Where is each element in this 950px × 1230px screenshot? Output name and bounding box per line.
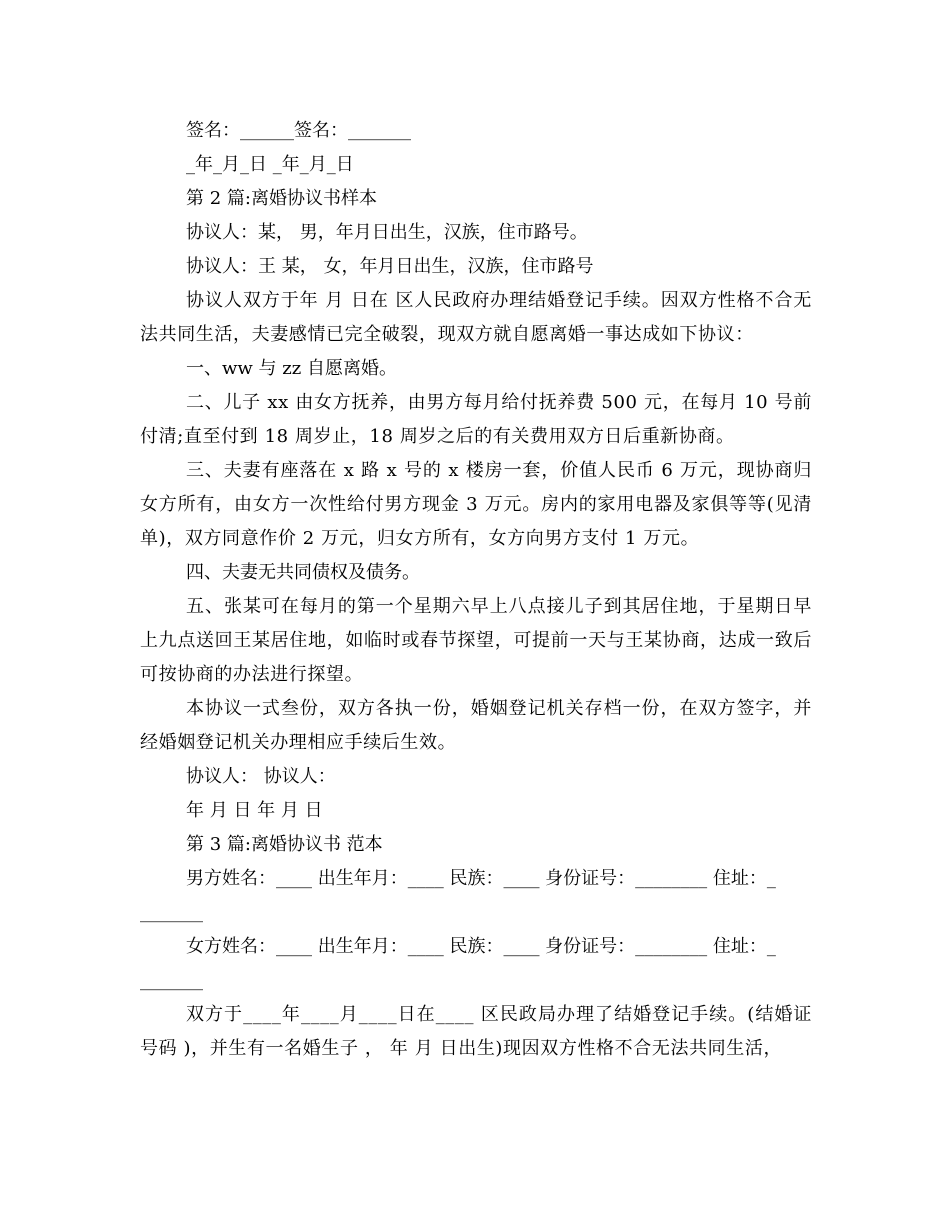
female-fields-continuation: _______ (140, 970, 203, 991)
female-fields-line: 女方姓名：____ 出生年月：____ 民族：____ 身份证号：________ 住址：_ (186, 936, 776, 957)
clause-4: 四、夫妻无共同债权及债务。 (186, 562, 420, 583)
closing-paragraph: 本协议一式叁份，双方各执一份，婚姻登记机关存档一份，在双方签字，并经婚姻登记机关办理相应手续后生效。 (140, 698, 812, 753)
clause-5: 五、张某可在每月的第一个星期六早上八点接儿子到其居住地，于星期日早上九点送回王某居住地，如临时或春节探望，可提前一天与王某协商，达成一致后可按协商的办法进行探望。 (140, 596, 812, 685)
date-line-2: 年 月 日 年 月 日 (186, 800, 323, 821)
signature-line: 签名：______签名：_______ (186, 120, 411, 141)
section-3-title: 第 3 篇:离婚协议书 范本 (186, 834, 383, 855)
male-fields-line: 男方姓名：____ 出生年月：____ 民族：____ 身份证号：________ 住址：_ (186, 868, 776, 889)
clause-2: 二、儿子 xx 由女方抚养，由男方每月给付抚养费 500 元，在每月 10 号前付清;直至付到 18 周岁止，18 周岁之后的有关费用双方日后重新协商。 (140, 392, 812, 447)
party-1-line: 协议人：某， 男，年月日出生，汉族，住市路号。 (186, 222, 588, 243)
document-body (140, 114, 812, 1066)
section-2-title: 第 2 篇:离婚协议书样本 (186, 188, 377, 209)
party-2-line: 协议人：王 某， 女，年月日出生，汉族，住市路号 (186, 256, 594, 277)
intro-paragraph: 协议人双方于年 月 日在 区人民政府办理结婚登记手续。因双方性格不合无法共同生活，夫妻感情已完全破裂，现双方就自愿离婚一事达成如下协议： (140, 290, 812, 345)
clause-3: 三、夫妻有座落在 x 路 x 号的 x 楼房一套，价值人民币 6 万元，现协商归女方所有，由女方一次性给付男方现金 3 万元。房内的家用电器及家俱等等(见清单)，双方同意作价 2 万元，归女方所有，女方向男方支付 1 万元。 (140, 460, 812, 549)
clause-1: 一、ww 与 zz 自愿离婚。 (186, 358, 397, 379)
marriage-paragraph: 双方于____年____月____日在____ 区民政局办理了结婚登记手续。(结婚证号码 )，并生有一名婚生子 ， 年 月 日出生)现因双方性格不合无法共同生活， (140, 1004, 812, 1059)
signers-line: 协议人： 协议人： (186, 766, 336, 787)
date-line: _年_月_日 _年_月_日 (186, 154, 354, 175)
male-fields-continuation: _______ (140, 902, 203, 923)
